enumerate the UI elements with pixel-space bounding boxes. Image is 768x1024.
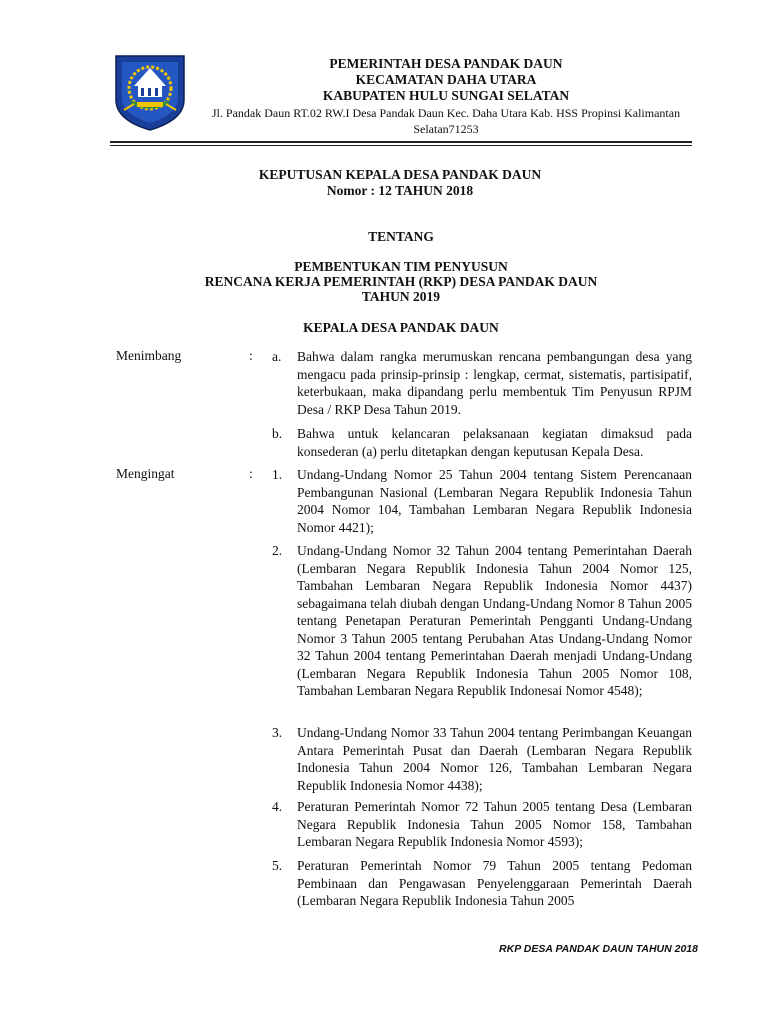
letterhead-address: Jl. Pandak Daun RT.02 RW.I Desa Pandak Daun Kec. Daha Utara Kab. HSS Propinsi Kalimantan Selatan71253	[211, 106, 681, 136]
list-item-text: Bahwa untuk kelancaran pelaksanaan kegiatan dimaksud pada konsederan (a) perlu ditetapkan dengan keputusan Kepala Desa.	[297, 426, 692, 459]
page-footer: RKP DESA PANDAK DAUN TAHUN 2018	[499, 943, 698, 955]
mengingat-item	[272, 466, 692, 536]
regency-name: KABUPATEN HULU SUNGAI SELATAN	[322, 88, 570, 103]
menimbang-item	[272, 425, 692, 460]
letterhead	[200, 56, 692, 137]
subject-line-2: RENCANA KERJA PEMERINTAH (RKP) DESA PANDAK DAUN	[204, 274, 598, 289]
list-item-text: Peraturan Pemerintah Nomor 79 Tahun 2005 tentang Pedoman Pembinaan dan Pengawasan Penyelenggaraan Pemerintah Daerah (Lembaran Negara Republik Indonesia Tahun 2005	[297, 858, 692, 908]
menimbang-colon: :	[249, 348, 253, 363]
tentang-heading: TENTANG	[368, 229, 434, 244]
mengingat-item	[272, 798, 692, 851]
mengingat-label: Mengingat	[116, 466, 175, 481]
subject-line-1: PEMBENTUKAN TIM PENYUSUN	[294, 259, 508, 274]
mengingat-item	[272, 542, 692, 700]
menimbang-label: Menimbang	[116, 348, 182, 363]
decree-number: Nomor : 12 TAHUN 2018	[326, 183, 474, 198]
government-name: PEMERINTAH DESA PANDAK DAUN	[329, 56, 563, 71]
decree-title-block	[190, 167, 610, 199]
list-marker: a.	[272, 349, 282, 364]
decree-subject	[110, 259, 692, 304]
list-item-text: Undang-Undang Nomor 32 Tahun 2004 tentang Pemerintahan Daerah (Lembaran Negara Republik Indonesia Tahun 2004 Nomor 125, Tambahan Lembaran Negara Republik Indonesia Nomor 4437) sebagaimana telah diubah dengan Undang-Undang Nomor 8 Tahun 2005 tentang Penetapan Peraturan Pemerintah Pengganti Undang-Undang Nomor 3 Tahun 2005 tentang Perubahan Atas Undang-Undang Nomor 32 Tahun 2004 tentang Pemerintahan Daerah menjadi Undang-Undang (Lembaran Negara Republik Indonesia Tahun 2005 Nomor 108, Tambahan Lembaran Negara Republik Indonesai Nomor 4548);	[297, 543, 692, 698]
list-marker: 4.	[272, 799, 283, 814]
letterhead-rule-thick	[110, 141, 692, 143]
issuer-heading: KEPALA DESA PANDAK DAUN	[303, 320, 499, 335]
list-item-text: Bahwa dalam rangka merumuskan rencana pembangungan desa yang mengacu pada prinsip-prinsip : lengkap, cermat, sistematis, partisipatif, keterbukaan, maka dipandang perlu membentuk Tim Penyusun RPJM Desa / RKP Desa Tahun 2019.	[297, 349, 692, 417]
list-item-text: Undang-Undang Nomor 33 Tahun 2004 tentang Perimbangan Keuangan Antara Pemerintah Pusat dan Daerah (Lembaran Negara Republik Indonesia Tahun 2004 Nomor 126, Tambahan Lembaran Negara Republik Indonesia Nomor 4438);	[297, 725, 692, 793]
mengingat-item	[272, 857, 692, 910]
regency-emblem-logo	[110, 52, 190, 132]
district-name: KECAMATAN DAHA UTARA	[355, 72, 537, 87]
mengingat-item	[272, 724, 692, 794]
letterhead-rule-thin	[110, 145, 692, 146]
list-marker: 3.	[272, 725, 283, 740]
list-marker: 5.	[272, 858, 283, 873]
list-marker: 2.	[272, 543, 283, 558]
menimbang-item	[272, 348, 692, 418]
list-item-text: Undang-Undang Nomor 25 Tahun 2004 tentang Sistem Perencanaan Pembangunan Nasional (Lembaran Negara Republik Indonesia Tahun 2004 Nomor 104, Tambahan Lembaran Negara Republik Indonesia Nomor 4421);	[297, 467, 692, 535]
list-marker: b.	[272, 426, 283, 441]
list-item-text: Peraturan Pemerintah Nomor 72 Tahun 2005 tentang Desa (Lembaran Negara Republik Indonesia Tahun 2005 Nomor 158, Tambahan Lembaran Negara Republik Indonesia Nomor 4593);	[297, 799, 692, 849]
list-marker: 1.	[272, 467, 283, 482]
decree-title: KEPUTUSAN KEPALA DESA PANDAK DAUN	[258, 167, 542, 182]
mengingat-colon: :	[249, 466, 253, 481]
subject-line-3: TAHUN 2019	[361, 289, 441, 304]
